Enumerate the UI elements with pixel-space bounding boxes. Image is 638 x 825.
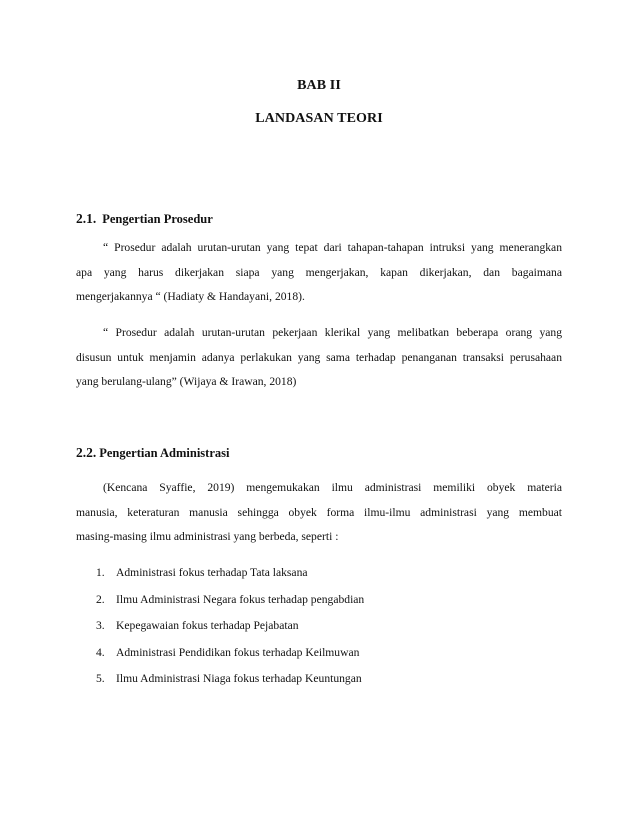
list-text: Ilmu Administrasi Negara fokus terhadap pengabdian bbox=[116, 592, 365, 606]
list-item bbox=[96, 640, 364, 667]
list-item bbox=[96, 560, 364, 587]
list-text: Administrasi fokus terhadap Tata laksana bbox=[116, 566, 308, 579]
list-item bbox=[96, 613, 364, 640]
list-item bbox=[96, 666, 364, 693]
list-number: 3. bbox=[96, 619, 105, 632]
paragraph-prosedur-1 bbox=[76, 236, 562, 310]
list-text: Ilmu Administrasi Niaga fokus terhadap Keuntungan bbox=[116, 672, 362, 685]
paragraph-line: masing-masing ilmu administrasi yang berbeda, seperti : bbox=[76, 530, 339, 543]
section-number: 2.2. bbox=[76, 445, 97, 460]
paragraph-prosedur-2 bbox=[76, 321, 562, 395]
paragraph-line: “ Prosedur adalah urutan-urutan pekerjaan klerikal yang melibatkan beberapa orang yang bbox=[103, 326, 562, 339]
section-title: Pengertian Prosedur bbox=[102, 212, 213, 226]
section-title: Pengertian Administrasi bbox=[99, 446, 230, 460]
list-number: 5. bbox=[96, 672, 105, 685]
paragraph-line: apa yang harus dikerjakan siapa yang mengerjakan, kapan dikerjakan, dan bagaimana bbox=[76, 265, 562, 279]
paragraph-line: yang berulang-ulang” (Wijaya & Irawan, 2018) bbox=[76, 375, 297, 388]
paragraph-administrasi bbox=[76, 476, 562, 550]
list-number: 2. bbox=[96, 592, 105, 606]
paragraph-line: manusia, keteraturan manusia sehingga obyek forma ilmu-ilmu administrasi yang membuat bbox=[76, 505, 562, 519]
administration-list bbox=[96, 560, 364, 693]
list-text: Administrasi Pendidikan fokus terhadap Keilmuwan bbox=[116, 645, 360, 659]
chapter-number: BAB II bbox=[297, 78, 341, 93]
paragraph-line: “ Prosedur adalah urutan-urutan yang tepat dari tahapan-tahapan intruksi yang menerangkan bbox=[103, 241, 562, 254]
chapter-title: LANDASAN TEORI bbox=[255, 111, 383, 126]
paragraph-line: disusun untuk menjamin adanya perlakukan yang sama terhadap penanganan transaksi perusahaan bbox=[76, 350, 562, 364]
section-heading-2-2 bbox=[76, 445, 229, 461]
list-number: 4. bbox=[96, 645, 105, 659]
paragraph-line: mengerjakannya “ (Hadiaty & Handayani, 2018). bbox=[76, 290, 305, 303]
section-heading-2-1 bbox=[76, 211, 213, 227]
list-text: Kepegawaian fokus terhadap Pejabatan bbox=[116, 619, 299, 632]
list-item bbox=[96, 587, 364, 614]
list-number: 1. bbox=[96, 566, 105, 579]
paragraph-line: (Kencana Syaffie, 2019) mengemukakan ilmu administrasi memiliki obyek materia bbox=[103, 481, 562, 494]
section-number: 2.1. bbox=[76, 211, 97, 226]
